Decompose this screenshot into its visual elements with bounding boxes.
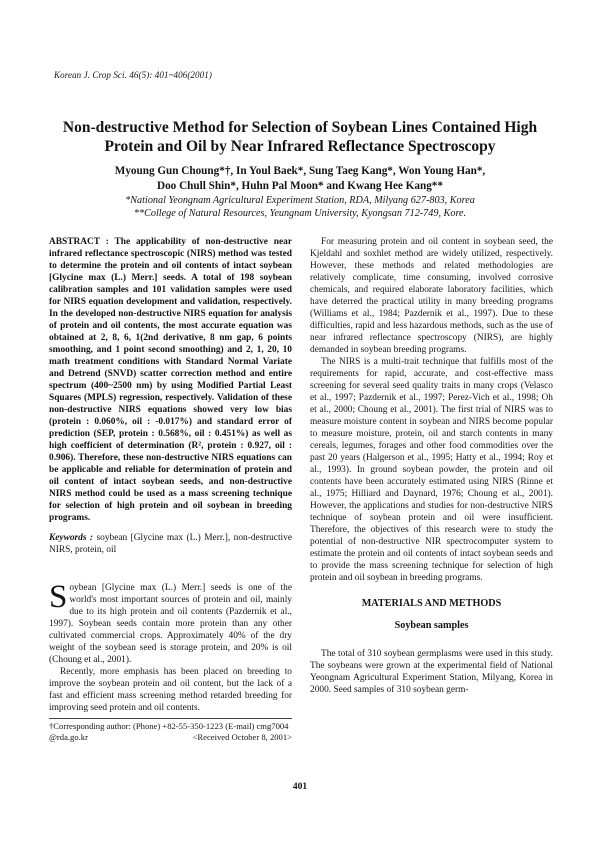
author-line-1: Myoung Gun Choung*†, In Youl Baek*, Sung Taeg Kang*, Won Young Han*, [114, 165, 486, 177]
body-paragraph-1: For measuring protein and oil content in soybean seed, the Kjeldahl and soxhlet method are widely utilized, respectively. However, these methods and related methodologies are relatively complicate, time consuming, involved corrosive chemicals, and required elaborate laboratory facilities, which have deterred the practical utility in many breeding programs (Williams et al., 1984; Pazdernik et al., 1997). Due to these difficulties, rapid and less hazardous methods, such as the use of near infrared reflectance spectroscopy (NIRS), are highly demanded in soybean breeding programs. [310, 237, 553, 355]
introduction [49, 579, 292, 714]
abstract [49, 236, 292, 524]
intro-paragraph-1 [49, 579, 292, 666]
section-heading-materials-methods: MATERIALS AND METHODS [361, 598, 502, 609]
paper-title: Non-destructive Method for Selection of Soybean Lines Contained High Protein and Oil by Near Infrared Reflectance Spectroscopy [62, 119, 538, 155]
left-column [49, 236, 292, 714]
keywords [49, 532, 292, 556]
affiliations [40, 195, 560, 220]
page-number: 401 [292, 782, 308, 792]
received-date: <Received October 8, 2001> [192, 732, 292, 742]
intro-paragraph-2: Recently, more emphasis has been placed on breeding to improve the soybean protein and oil content, but the lack of a fast and efficient mass screening method retarded breeding for improving seed protein and oil contents. [49, 667, 292, 713]
abstract-text: The applicability of non-destructive near infrared reflectance spectroscopic (NIRS) method was tested to determine the protein and oil contents of intact soybean [Glycine max (L.) Merr.] seeds. A total of 198 soybean calibration samples and 101 validation samples were used for NIRS equation development and validation, respectively. In the developed non-destructive NIRS equation for analysis of protein and oil contents, the most accurate equation was obtained at 2, 8, 6, 1(2nd derivative, 8 nm gap, 6 points smoothing, and 1 point second smoothing) and 2, 1, 20, 10 math treatment conditions with Standard Normal Variate and Detrend (SNVD) scatter correction method and entire spectrum (400~2500 nm) by using Modified Partial Least Squares (MPLS) regression, respectively. Validation of these non-destructive NIRS equations showed very low bias (protein : 0.060%, oil : -0.017%) and standard error of prediction (SEP, protein : 0.568%, oil : 0.451%) as well as high coefficient of determination (R², protein : 0.927, oil : 0.906). Therefore, these non-destructive NIRS equations can be applicable and reliable for determination of protein and oil content of intact soybean seeds, and non-destructive NIRS method could be used as a mass screening technique for selection of high protein and oil soybean in breeding programs. [49, 237, 292, 523]
right-column [310, 236, 553, 696]
keywords-label: Keywords : [49, 533, 94, 543]
subsection-heading-soybean-samples: Soybean samples [394, 620, 469, 631]
body-paragraph-3: The total of 310 soybean germplasms were used in this study. The soybeans were grown at the experimental field of National Yeongnam Agricultural Experiment Station, Milyang, Korea in 2000. Seed samples of 310 soybean germ- [310, 649, 553, 695]
abstract-label: ABSTRACT : [49, 237, 109, 247]
footnote [49, 718, 292, 743]
keywords-text: soybean [Glycine max (L.) Merr.], non-destructive NIRS, protein, oil [49, 533, 292, 555]
affiliation-2: **College of Natural Resources, Yeungnam University, Kyongsan 712-749, Kore. [133, 207, 467, 219]
footnote-email-tail: @rda.go.kr [49, 732, 88, 742]
author-list [40, 164, 560, 194]
journal-citation: Korean J. Crop Sci. 46(5): 401~406(2001) [54, 70, 212, 80]
drop-cap: S [49, 579, 68, 615]
intro-paragraph-1-text: oybean [Glycine max (L.) Merr.] seeds is one of the world's most important sources of protein and oil, mainly due to its high protein and oil contents (Pazdernik et al., 1997). Soybean seeds contain more protein than any other cultivated commercial crops. Approximately 40% of the dry weight of the soybean seed is storage protein, and 20% is oil (Choung et al., 2001). [49, 583, 292, 665]
body-paragraph-2: The NIRS is a multi-trait technique that fulfills most of the requirements for rapid, accurate, and cost-effective mass screening for several seed quality traits in many crops (Velasco et al., 1997; Pazdernik et al., 1997; Perez-Vich et al., 1998; Oh et al., 2000; Choung et al., 2001). The first trial of NIRS was to measure moisture content in soybean and NIRS become popular to measure moisture, protein, oil and starch contents in many cereals, legumes, forages and other food commodities over the past 20 years (Halgerson et al., 1995; Hatty et al., 1994; Roy et al., 1993). In ground soybean powder, the protein and oil contents have been accurately estimated using NIRS (Rinne et al., 1975; Hilliard and Daynard, 1976; Choung et al., 2001). However, the applications and studies for non-destructive NIRS technique of soybean protein and oil were insufficient. Therefore, the objectives of this research were to study the potential of non-destructive NIR spectrocomputer system to estimate the protein and oil contents of intact soybean seeds and to provide the mass screening technique for selection of high protein and oil soybean in breeding programs. [310, 357, 553, 583]
footnote-row [49, 732, 292, 743]
author-line-2: Doo Chull Shin*, Huhn Pal Moon* and Kwang Hee Kang** [157, 180, 443, 192]
footnote-corresponding-author: †Corresponding author: (Phone) +82-55-350-1223 (E-mail) cmg7004 [49, 721, 289, 731]
affiliation-1: *National Yeongnam Agricultural Experiment Station, RDA, Milyang 627-803, Korea [125, 195, 475, 206]
